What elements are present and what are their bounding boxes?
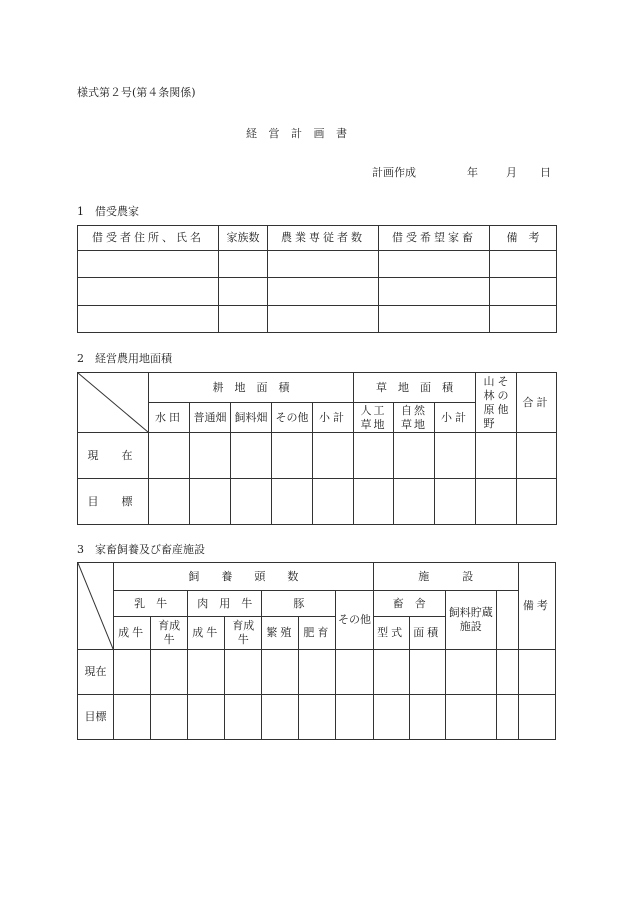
cell[interactable] [225, 695, 262, 740]
cell[interactable] [517, 479, 557, 525]
cell[interactable] [496, 695, 518, 740]
cell[interactable] [268, 278, 379, 306]
col-barn-area: 面積 [409, 617, 445, 650]
barn-header: 畜 舎 [373, 591, 445, 617]
diagonal-header-cell [78, 563, 114, 650]
table-row [78, 650, 556, 695]
cell[interactable] [373, 650, 409, 695]
cell[interactable] [190, 433, 231, 479]
col-subtotal: 小計 [313, 403, 354, 433]
col-other: その他 [272, 403, 313, 433]
cell[interactable] [496, 650, 518, 695]
cell[interactable] [476, 479, 517, 525]
cell[interactable] [149, 479, 190, 525]
livestock-table [77, 562, 556, 740]
feed-storage-header: 飼料貯蔵施設 [445, 591, 496, 650]
cell[interactable] [313, 433, 354, 479]
cell[interactable] [518, 695, 555, 740]
cell[interactable] [151, 695, 188, 740]
cell[interactable] [188, 695, 225, 740]
date-month: 月 [506, 166, 517, 179]
cell[interactable] [313, 479, 354, 525]
cell[interactable] [225, 650, 262, 695]
cell[interactable] [490, 251, 557, 278]
cell[interactable] [445, 650, 496, 695]
row-label-current: 現 在 [78, 433, 149, 479]
form-label: 様式第２号(第４条関係) [77, 86, 196, 99]
cell[interactable] [336, 650, 373, 695]
cell[interactable] [188, 650, 225, 695]
col-beef-adult: 成牛 [188, 617, 225, 650]
cell[interactable] [379, 278, 490, 306]
row-label-target: 目標 [78, 695, 114, 740]
land-area-table [77, 372, 557, 525]
col-natural-grass: 自然草地 [394, 403, 435, 433]
cell[interactable] [78, 306, 219, 333]
col-barn-type: 型式 [373, 617, 409, 650]
row-label-target: 目 標 [78, 479, 149, 525]
date-label: 計画作成 [372, 166, 416, 179]
cell[interactable] [231, 433, 272, 479]
blank-facility-cell [496, 591, 518, 650]
table-row [78, 695, 556, 740]
dairy-cattle-header: 乳 牛 [114, 591, 188, 617]
cell[interactable] [435, 433, 476, 479]
cell[interactable] [445, 695, 496, 740]
col-dairy-adult: 成牛 [114, 617, 151, 650]
cell[interactable] [272, 433, 313, 479]
col-farm-workers: 農業専従者数 [268, 226, 379, 251]
cell[interactable] [336, 695, 373, 740]
table-row [78, 251, 557, 278]
section2-heading: 2 経営農用地面積 [77, 352, 172, 365]
beef-cattle-header: 肉 用 牛 [188, 591, 262, 617]
cell[interactable] [394, 433, 435, 479]
col-pig-fattening: 肥育 [299, 617, 336, 650]
livestock-count-header: 飼 養 頭 数 [114, 563, 374, 591]
cell[interactable] [379, 306, 490, 333]
cell[interactable] [272, 479, 313, 525]
cell[interactable] [435, 479, 476, 525]
cell[interactable] [114, 695, 151, 740]
forest-label: 山林原野 [483, 374, 495, 430]
cell[interactable] [268, 251, 379, 278]
col-beef-young: 育成牛 [225, 617, 262, 650]
col-upland: 普通畑 [190, 403, 231, 433]
col-borrower: 借受者住所、氏名 [78, 226, 219, 251]
col-pig-breeding: 繁殖 [262, 617, 299, 650]
cell[interactable] [219, 278, 268, 306]
cell[interactable] [78, 251, 219, 278]
col-artificial-grass: 人工草地 [354, 403, 394, 433]
table-row [78, 306, 557, 333]
cell[interactable] [151, 650, 188, 695]
forest-other-header [476, 373, 517, 433]
cell[interactable] [219, 251, 268, 278]
facility-header: 施 設 [373, 563, 518, 591]
col-grass-subtotal: 小計 [435, 403, 476, 433]
date-year: 年 [467, 166, 478, 179]
section1-heading: 1 借受農家 [77, 205, 139, 218]
col-family-count: 家族数 [219, 226, 268, 251]
cell[interactable] [219, 306, 268, 333]
cell[interactable] [78, 278, 219, 306]
cell[interactable] [354, 479, 394, 525]
col-paddy: 水田 [149, 403, 190, 433]
row-label-current: 現在 [78, 650, 114, 695]
borrower-table [77, 225, 557, 333]
grassland-area-header: 草 地 面 積 [354, 373, 476, 403]
cell[interactable] [409, 650, 445, 695]
cultivated-area-header: 耕 地 面 積 [149, 373, 354, 403]
cell[interactable] [190, 479, 231, 525]
cell[interactable] [268, 306, 379, 333]
col-remarks: 備 考 [490, 226, 557, 251]
table-row [78, 433, 557, 479]
cell[interactable] [379, 251, 490, 278]
table-row [78, 278, 557, 306]
cell[interactable] [517, 433, 557, 479]
table-row [78, 479, 557, 525]
page-title: 経 営 計 画 書 [246, 127, 351, 140]
cell[interactable] [299, 650, 336, 695]
cell[interactable] [354, 433, 394, 479]
cell[interactable] [490, 278, 557, 306]
cell[interactable] [149, 433, 190, 479]
cell[interactable] [518, 650, 555, 695]
cell[interactable] [394, 479, 435, 525]
other-livestock-header: その他 [336, 591, 373, 650]
diagonal-header-cell [78, 373, 149, 433]
col-desired-livestock: 借受希望家畜 [379, 226, 490, 251]
total-header: 合計 [517, 373, 557, 433]
date-day: 日 [540, 166, 551, 179]
pig-header: 豚 [262, 591, 336, 617]
col-dairy-young: 育成牛 [151, 617, 188, 650]
other-label: その他 [497, 374, 509, 416]
cell[interactable] [262, 650, 299, 695]
cell[interactable] [299, 695, 336, 740]
cell[interactable] [231, 479, 272, 525]
cell[interactable] [476, 433, 517, 479]
col-feed-field: 飼料畑 [231, 403, 272, 433]
remarks-header: 備考 [518, 563, 555, 650]
cell[interactable] [373, 695, 409, 740]
cell[interactable] [262, 695, 299, 740]
cell[interactable] [409, 695, 445, 740]
section3-heading: 3 家畜飼養及び畜産施設 [77, 543, 205, 556]
cell[interactable] [114, 650, 151, 695]
cell[interactable] [490, 306, 557, 333]
